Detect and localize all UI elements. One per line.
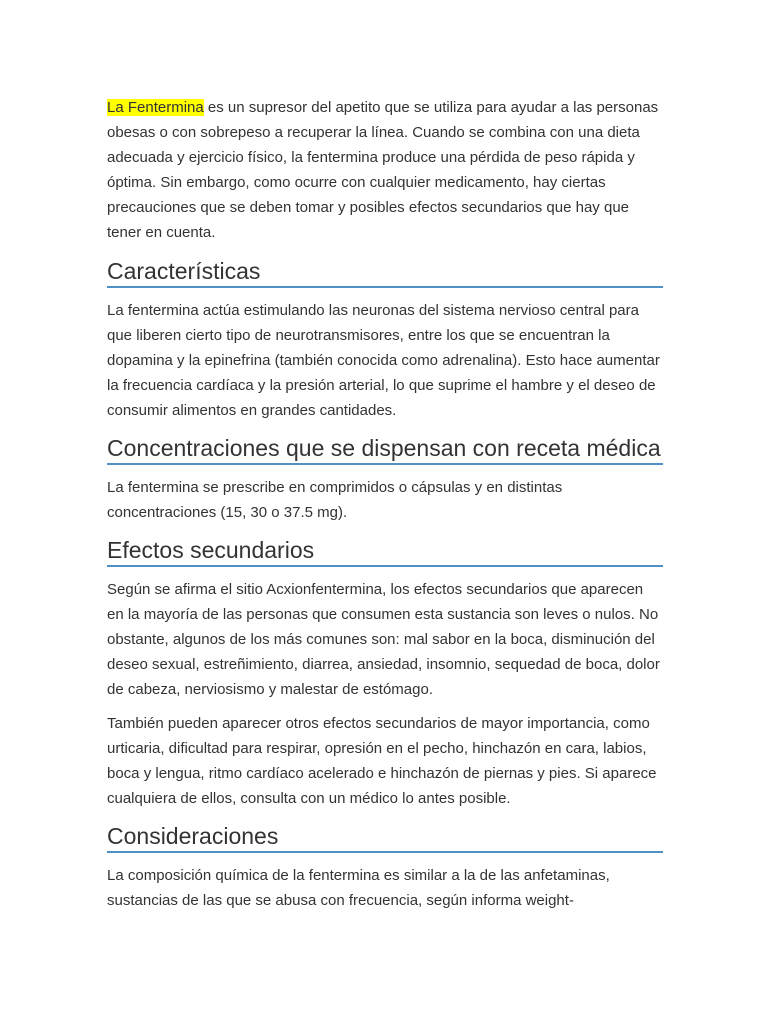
paragraph-consideraciones: La composición química de la fentermina es similar a la de las anfetaminas, sustancias de las que se abusa con frecuencia, según informa weight-	[107, 867, 610, 909]
paragraph-concentraciones: La fentermina se prescribe en comprimidos o cápsulas y en distintas concentraciones (15, 30 o 37.5 mg).	[107, 479, 563, 521]
paragraph-efectos-1: Según se afirma el sitio Acxionfentermina, los efectos secundarios que aparecen en la mayoría de las personas que consumen esta sustancia son leves o nulos. No obstante, algunos de los más comunes son: mal sabor en la boca, disminución del deseo sexual, estreñimiento, diarrea, ansiedad, insomnio, sequedad de boca, dolor de cabeza, nerviosismo y malestar de estómago.	[107, 581, 660, 698]
heading-caracteristicas: Características	[107, 258, 663, 288]
heading-efectos-secundarios: Efectos secundarios	[107, 537, 663, 567]
paragraph-caracteristicas: La fentermina actúa estimulando las neuronas del sistema nervioso central para que liberen cierto tipo de neurotransmisores, entre los que se encuentran la dopamina y la epinefrina (también conocida como adrenalina). Esto hace aumentar la frecuencia cardíaca y la presión arterial, lo que suprime el hambre y el deseo de consumir alimentos en grandes cantidades.	[107, 302, 660, 419]
heading-consideraciones: Consideraciones	[107, 823, 663, 853]
highlighted-term: La Fentermina	[107, 99, 204, 116]
intro-paragraph	[107, 95, 663, 245]
document-page	[107, 95, 663, 913]
intro-text: es un supresor del apetito que se utiliza para ayudar a las personas obesas o con sobrepeso a recuperar la línea. Cuando se combina con una dieta adecuada y ejercicio físico, la fentermina produce una pérdida de peso rápida y óptima. Sin embargo, como ocurre con cualquier medicamento, hay ciertas precauciones que se deben tomar y posibles efectos secundarios que hay que tener en cuenta.	[107, 99, 659, 241]
paragraph-efectos-2: También pueden aparecer otros efectos secundarios de mayor importancia, como urticaria, dificultad para respirar, opresión en el pecho, hinchazón en cara, labios, boca y lengua, ritmo cardíaco acelerado e hinchazón de piernas y pies. Si aparece cualquiera de ellos, consulta con un médico lo antes posible.	[107, 715, 657, 807]
heading-concentraciones: Concentraciones que se dispensan con receta médica	[107, 435, 663, 465]
